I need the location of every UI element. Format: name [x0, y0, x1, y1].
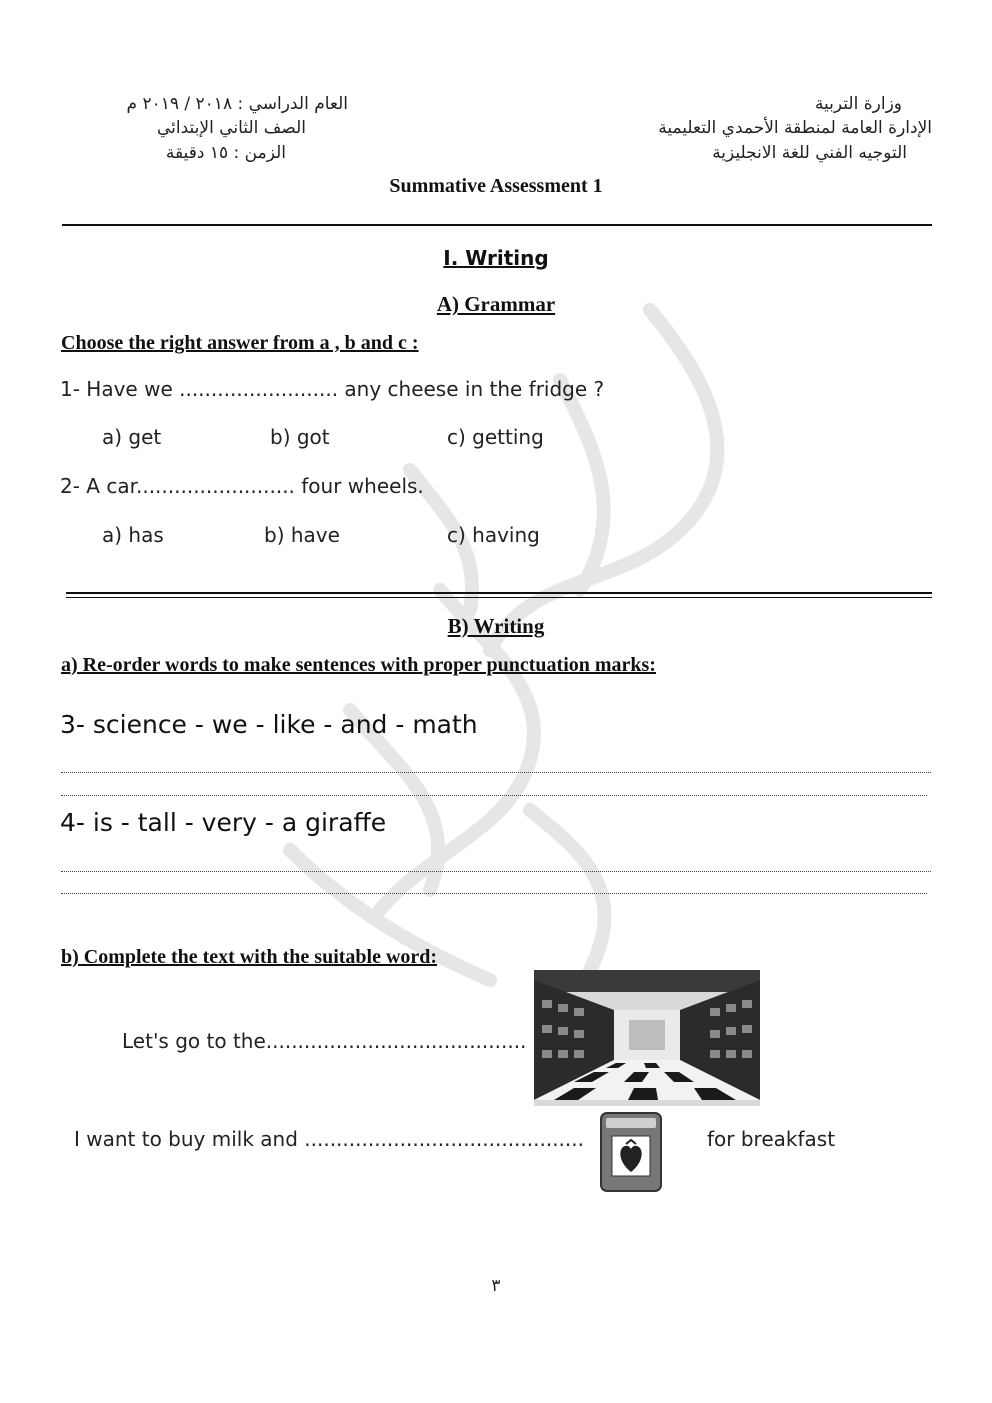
section-divider-top: [66, 592, 932, 594]
answer-line-3a[interactable]: [61, 772, 931, 773]
page-number: ٣: [491, 1276, 501, 1296]
question-2: 2- A car......................... four wheels.: [60, 474, 424, 498]
ministry-name: وزارة التربية: [814, 94, 902, 114]
reorder-instruction: a) Re-order words to make sentences with proper punctuation marks:: [61, 654, 656, 676]
section-title: I. Writing: [443, 246, 549, 270]
question-1: 1- Have we ......................... any cheese in the fridge ?: [60, 377, 605, 401]
complete-sentence-2-end: for breakfast: [707, 1127, 836, 1151]
grade-label: الصف الثاني الإبتدائي: [157, 118, 306, 138]
q2-option-a[interactable]: a) has: [102, 523, 164, 547]
answer-line-4a[interactable]: [61, 871, 931, 872]
q2-option-b[interactable]: b) have: [264, 523, 340, 547]
reorder-question-3: 3- science - we - like - and - math: [60, 710, 478, 739]
supermarket-aisle-picture: [534, 970, 760, 1106]
supervision-name: التوجيه الفني للغة الانجليزية: [712, 143, 907, 163]
directorate-name: الإدارة العامة لمنطقة الأحمدي التعليمية: [658, 118, 932, 138]
strawberry-jam-jar-icon: [600, 1112, 662, 1192]
q1-option-c[interactable]: c) getting: [447, 425, 544, 449]
answer-line-4b[interactable]: [61, 893, 927, 894]
complete-sentence-1: Let's go to the.........................................: [122, 1029, 527, 1053]
q1-option-b[interactable]: b) got: [270, 425, 330, 449]
section-divider-bottom: [66, 597, 932, 598]
complete-instruction: b) Complete the text with the suitable word:: [61, 946, 438, 968]
header-divider: [62, 224, 932, 226]
grammar-instruction: Choose the right answer from a , b and c :: [61, 332, 419, 354]
complete-sentence-2: I want to buy milk and ............................................: [74, 1127, 584, 1151]
grammar-title: A) Grammar: [436, 292, 556, 316]
reorder-question-4: 4- is - tall - very - a giraffe: [60, 808, 387, 837]
page-title: Summative Assessment 1: [389, 175, 603, 197]
answer-line-3b[interactable]: [61, 795, 927, 796]
q1-option-a[interactable]: a) get: [102, 425, 162, 449]
school-year: العام الدراسي : ٢٠١٨ / ٢٠١٩ م: [126, 94, 348, 114]
writing-title: B) Writing: [447, 614, 545, 638]
duration-label: الزمن : ١٥ دقيقة: [165, 143, 286, 163]
q2-option-c[interactable]: c) having: [447, 523, 540, 547]
